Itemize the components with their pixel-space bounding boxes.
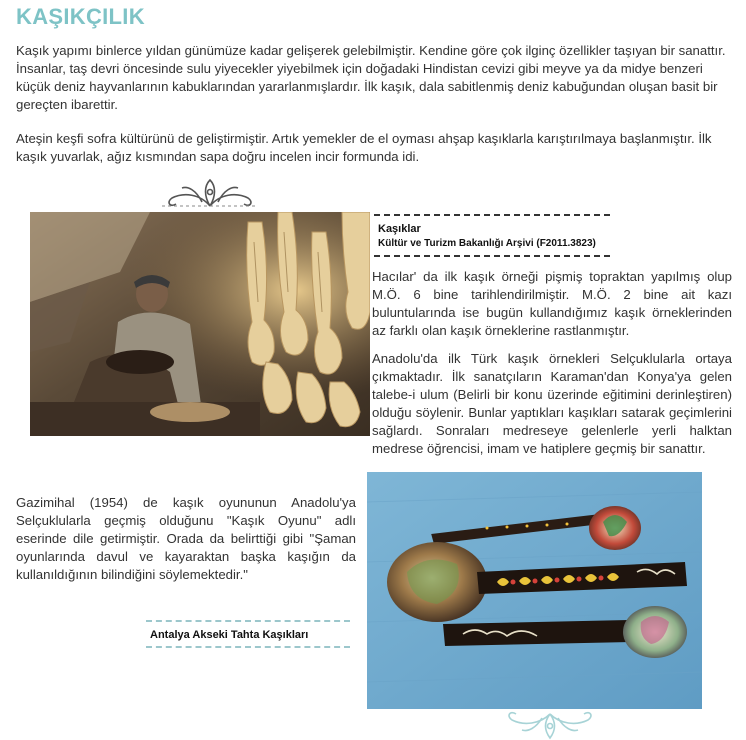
figure1-caption-source: Kültür ve Turizm Bakanlığı Arşivi (F2011.3823) [378,238,596,249]
intro-paragraph-1: Kaşık yapımı binlerce yıldan günümüze kadar gelişerek gelebilmiştir. Kendine göre çok ilginç özellikler taşıyan bir sanattır. İnsanlar, taş devri öncesinde sulu yiyecekler yiyebilmek için doğadaki Hindistan cevizi gibi meyve ya da midye benzeri küçük deniz hayvanlarının kabuklarından yararlanmışlardır. İlk kaşık, dala sabitlenmiş deniz kabuğundan oluşan basit bir gereçten ibarettir. [16,43,726,112]
intro-paragraph-2: Ateşin keşfi sofra kültürünü de geliştirmiştir. Artık yemekler de el oyması ahşap kaşıklarla karıştırılmaya başlanmıştır. İlk kaşık yuvarlak, ağız kısmından sapa doğru incelen incir formunda idi. [16,131,712,164]
caption2-divider-top [146,620,350,622]
right-paragraph-2: Anadolu'da ilk Türk kaşık örnekleri Selçuklularla ortaya çıkmaktadır. İlk sanatçıların Karaman'dan Konya'ya gelen talebe-i ulum (Belirli bir konu üzerinde eğitimini derinleştiren) olduğu söylenir. Bunlar yaptıkları kaşıkları satarak geçimlerini sağlardı. Sonraları medreseye gelenlerle yerli halktan medrese öğrencisi, imam ve hatiplere geçmiş bir sanattır. [372,351,732,456]
caption-divider-top [374,214,610,216]
left-paragraph: Gazimihal (1954) de kaşık oyununun Anadolu'ya Selçuklularla geçmiş olduğunu "Kaşık Oyunu" adlı eserinde dile getirmiştir. Orada da belirttiği gibi "Şaman oyunlarında davul ve kayaraktan başka kaşığın da kullanıldığının bilindiğini söylemektedir." [16,495,356,582]
page-title: KAŞIKÇILIK [16,4,145,29]
ornament-bottom-icon [500,710,600,740]
painted-spoons-photo [367,472,702,709]
spoon-maker-photo [30,212,370,436]
ornament-top-icon [160,176,260,212]
caption-divider-bottom [374,255,610,257]
caption2-divider-bottom [146,646,350,648]
right-paragraph-1: Hacılar' da ilk kaşık örneği pişmiş topraktan yapılmış olup M.Ö. 6 bine tarihlendirilmiştir. M.Ö. 2 bine ait kazı buluntularında ise bugün kullandığımız kaşık örneklerinden az farklı olan kaşık örneklerine rastlanmıştır. [372,269,732,338]
figure2-caption-title: Antalya Akseki Tahta Kaşıkları [150,629,309,641]
figure1-caption-title: Kaşıklar [378,223,421,235]
